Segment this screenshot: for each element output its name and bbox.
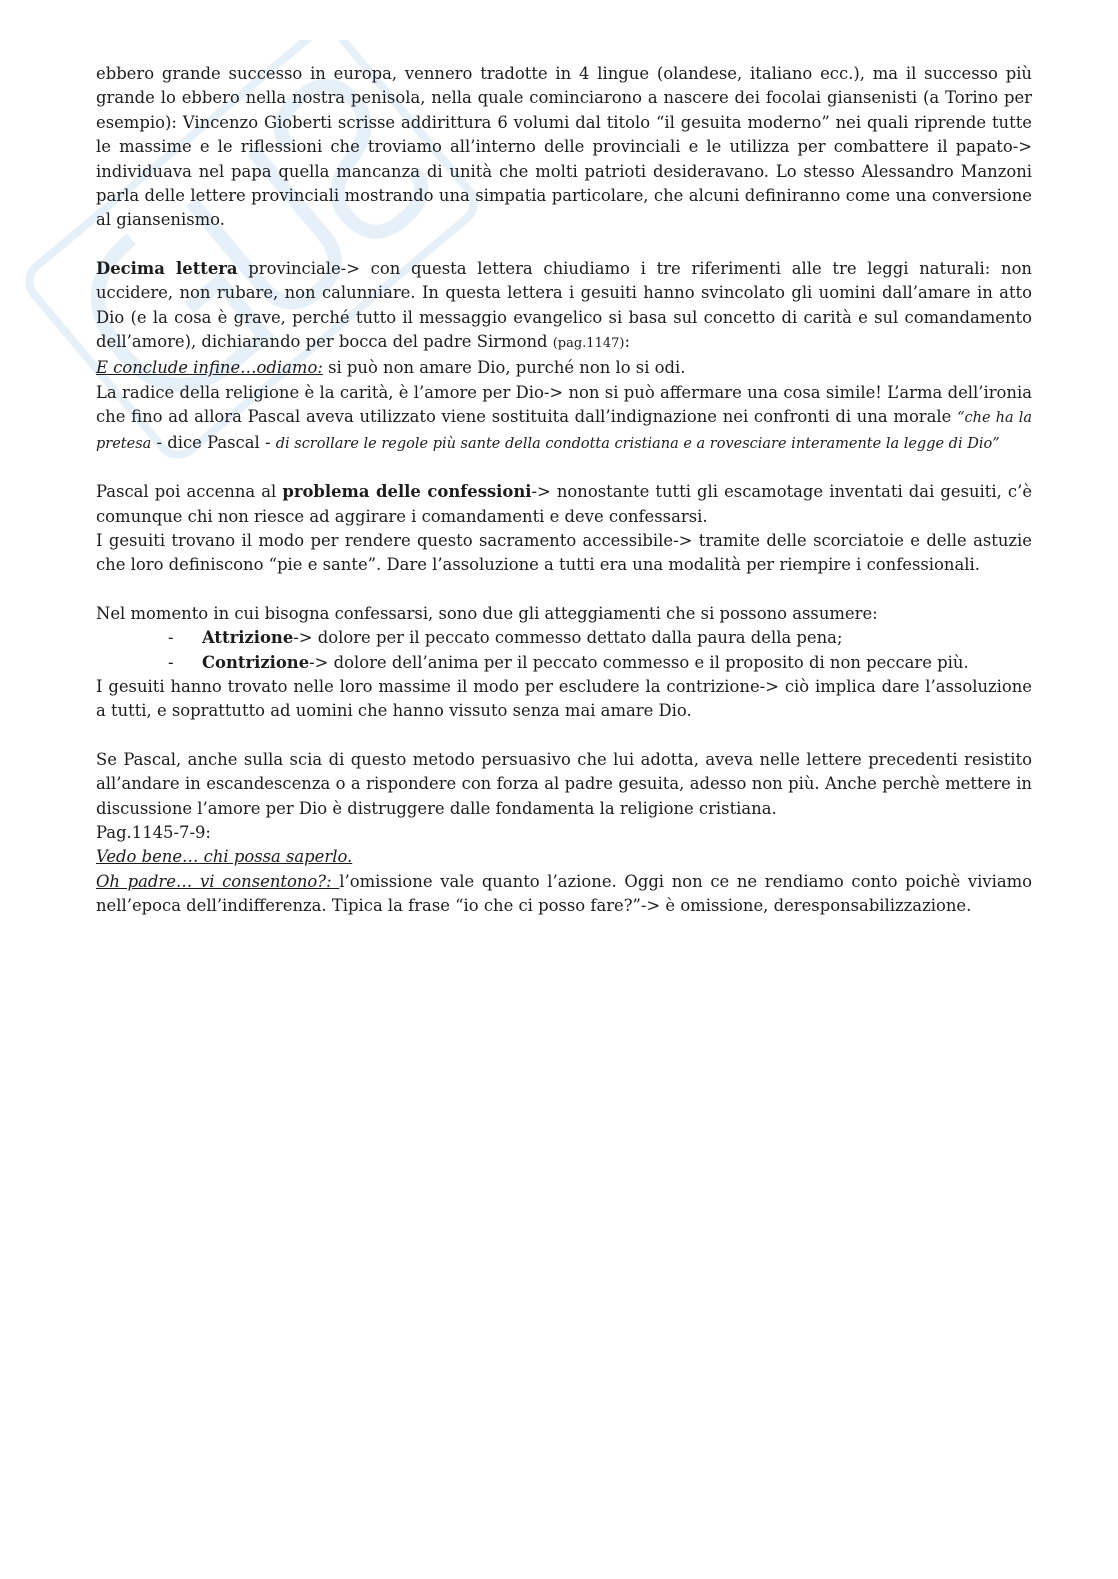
- bold-term: Contrizione: [202, 652, 310, 672]
- paragraph-text: Se Pascal, anche sulla scia di questo metodo persuasivo che lui adotta, aveva nelle lettere precedenti resistito all’andare in escandescenza o a rispondere con forza al padre gesuita, adesso non più. Anche perchè mettere in discussione l’amore per Dio è distruggere dalle fondamenta la religione cristiana.: [96, 749, 1032, 818]
- paragraph-quote-vedo: [96, 845, 1032, 869]
- paragraph-quote-conclude: [96, 356, 1032, 380]
- paragraph-text: Nel momento in cui bisogna confessarsi, sono due gli atteggiamenti che si possono assumere:: [96, 603, 878, 623]
- bold-heading: problema delle confessioni: [282, 482, 532, 502]
- paragraph-text: provinciale-> con questa lettera chiudiamo i tre riferimenti alle tre leggi naturali: non uccidere, non rubare, non calunniare. In questa lettera i gesuiti hanno svincolato gli uomini dall’amare in atto Dio (e la cosa è grave, perché tutto il messaggio evangelico si basa sul concetto di carità e sul comandamento dell’amore), dichiarando per bocca del padre Sirmond: [96, 258, 1032, 352]
- paragraph-text: -> nonostante tutti gli escamotage inventati dai gesuiti, c’è comunque chi non riesce ad aggirare i comandamenti e deve confessarsi.: [96, 482, 1033, 526]
- italic-quote: di scrollare le regole più sante della condotta cristiana e a rovesciare interamente la legge di Dio”: [275, 435, 1000, 452]
- spacer: [96, 578, 1032, 602]
- paragraph-sacramento: [96, 529, 1032, 578]
- term-definition: -> dolore per il peccato commesso dettato dalla paura della pena;: [293, 628, 843, 648]
- spacer: [96, 233, 1032, 257]
- term-definition: -> dolore dell’anima per il peccato commesso e il proposito di non peccare più.: [309, 652, 969, 672]
- quote-reference: Oh padre… vi consentono?:: [96, 871, 340, 891]
- paragraph-text: :: [624, 332, 630, 352]
- paragraph-confessioni: [96, 480, 1032, 529]
- paragraph-radice: [96, 381, 1032, 456]
- italic-quote: “che ha la pretesa: [96, 410, 1033, 452]
- paragraph-text: Pascal poi accenna al: [96, 482, 283, 502]
- paragraph-text: I gesuiti hanno trovato nelle loro massime il modo per escludere la contrizione-> ciò implica dare l’assoluzione a tutti, e soprattutto ad uomini che hanno vissuto senza mai amare Dio.: [96, 676, 1032, 721]
- paragraph-text: Pag.1145-7-9:: [96, 822, 211, 842]
- paragraph-page-ref: [96, 821, 1032, 845]
- paragraph-atteggiamenti: [96, 602, 1032, 626]
- paragraph-text: La radice della religione è la carità, è l’amore per Dio-> non si può affermare una cosa simile! L’arma dell’ironia che fino ad allora Pascal aveva utilizzato viene sostituita dall’indignazione nei confronti di una morale: [96, 382, 1032, 427]
- spacer: [96, 456, 1032, 480]
- quote-reference: E conclude infine…odiamo:: [96, 358, 323, 378]
- paragraph-contrizione: [96, 675, 1032, 724]
- paragraph-text: si può non amare Dio, purché non lo si odi.: [322, 358, 686, 378]
- spacer: [96, 724, 1032, 748]
- bullet-dash: -: [168, 628, 174, 648]
- paragraph-text: l’omissione vale quanto l’azione. Oggi non ce ne rendiamo conto poichè viviamo nell’epoca dell’indifferenza. Tipica la frase “io che ci posso fare?”-> è omissione, deresponsabilizzazione.: [96, 871, 1033, 916]
- quote-reference: Vedo bene… chi possa saperlo.: [96, 847, 353, 867]
- list-item: [96, 626, 1032, 650]
- bold-term: Attrizione: [202, 628, 294, 648]
- paragraph-se-pascal: [96, 748, 1032, 821]
- paragraph-text: I gesuiti trovano il modo per rendere questo sacramento accessibile-> tramite delle scorciatoie e delle astuzie che loro definiscono “pie e sante”. Dare l’assoluzione a tutti era una modalità per riempire i confessionali.: [96, 530, 1032, 575]
- bold-heading: Decima lettera: [96, 258, 238, 278]
- paragraph-text: - dice Pascal -: [151, 432, 276, 452]
- list-item: [96, 651, 1032, 675]
- list-item-text: [202, 651, 1032, 675]
- paragraph-text: ebbero grande successo in europa, vennero tradotte in 4 lingue (olandese, italiano ecc.), ma il successo più grande lo ebbero nella nostra penisola, nella quale cominciarono a nascere dei focolai giansenisti (a Torino per esempio): Vincenzo Gioberti scrisse addirittura 6 volumi dal titolo “il gesuita moderno” nei quali riprende tutte le massime e le riflessioni che troviamo all’interno delle provinciali e le utilizza per combattere il papato-> individuava nel papa quella mancanza di unità che molti patrioti desideravano. Lo stesso Alessandro Manzoni parla delle lettere provinciali mostrando una simpatia particolare, che alcuni definiranno come una conversione al giansenismo.: [96, 64, 1032, 230]
- paragraph-decima-lettera: [96, 257, 1032, 357]
- paragraph-quote-padre: [96, 870, 1032, 919]
- bullet-dash: -: [168, 652, 174, 672]
- document-body: [96, 62, 1032, 919]
- page-reference: (pag.1147): [552, 336, 625, 352]
- paragraph-intro: [96, 62, 1032, 233]
- list-item-text: [202, 626, 1032, 650]
